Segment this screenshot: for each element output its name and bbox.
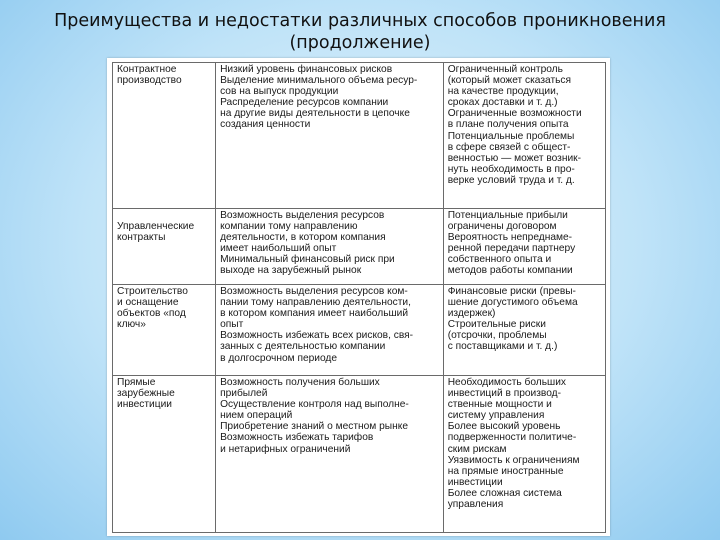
cell-line: Финансовые риски (превы- [447, 286, 576, 297]
cell-line: Минимальный финансовый риск при [220, 254, 395, 266]
cell-line: в сфере связей с общест- [447, 141, 571, 153]
cell-line: ственные мощности и [447, 399, 552, 411]
cell-line: шение догустимого объема [447, 297, 578, 309]
cell-line: собственного опыта и [447, 254, 552, 266]
cell-line: (отсрочки, проблемы [447, 330, 547, 342]
table-row [113, 376, 606, 533]
cell-line: Ограниченные возможности [447, 108, 582, 120]
cell-line: инвестиции [117, 399, 172, 411]
title-line-2: (продолжение) [289, 33, 431, 53]
cell-line: ским рискам [447, 443, 507, 455]
cell-line: ключ» [117, 319, 146, 331]
cell-line: Возможность выделения ресурсов ком- [220, 286, 408, 297]
cell-line: прибылей [220, 388, 268, 400]
method-cell [113, 63, 216, 209]
cell-line: сроках доставки и т. д.) [447, 97, 558, 109]
cell-line: (который может сказаться [447, 75, 572, 87]
cell-line: Контрактное [117, 64, 177, 75]
disadvantages-cell [443, 209, 605, 285]
cell-line: Прямые [117, 377, 156, 388]
cell-line: деятельности, в котором компания [220, 232, 386, 244]
cell-line: Приобретение знаний о местном рынке [220, 421, 408, 433]
slide-title [0, 10, 720, 54]
disadvantages-cell [443, 376, 605, 533]
comparison-table [112, 62, 606, 533]
cell-line: нуть необходимость в про- [447, 163, 575, 175]
cell-line: венностью — может возник- [447, 152, 582, 164]
cell-line: опыт [220, 319, 244, 331]
table-row [113, 285, 606, 376]
cell-line: ограничены договором [447, 221, 557, 233]
cell-line: систему управления [447, 410, 545, 422]
cell-line: Возможность избежать всех рисков, свя- [220, 330, 414, 342]
cell-line: Осуществление контроля над выполне- [220, 399, 409, 411]
cell-line: и оснащение [117, 297, 179, 309]
title-line-1: Преимущества и недостатки различных способов проникновения [54, 11, 666, 31]
cell-line: инвестиции [447, 476, 503, 488]
cell-line: выходе на зарубежный рынок [220, 265, 362, 277]
disadvantages-cell [443, 285, 605, 376]
advantages-cell [216, 63, 444, 209]
cell-line: и нетарифных ограничений [220, 443, 351, 455]
cell-line: Потенциальные прибыли [447, 210, 568, 221]
cell-line: объектов «под [117, 308, 186, 320]
cell-line: Возможность получения больших [220, 377, 380, 388]
cell-line: Более сложная система [447, 487, 562, 499]
cell-line: верке условий труда и т. д. [447, 174, 575, 186]
cell-line: ренной передачи партнеру [447, 243, 576, 255]
cell-line: имеет наибольший опыт [220, 243, 337, 255]
cell-line: занных с деятельностью компании [220, 341, 386, 353]
advantages-cell [216, 285, 444, 376]
cell-line: Управленческие [117, 221, 195, 233]
cell-line: Распределение ресурсов компании [220, 97, 389, 109]
cell-line: Необходимость больших [447, 377, 566, 388]
cell-line: Потенциальные проблемы [447, 130, 575, 142]
cell-line: методов работы компании [447, 265, 573, 277]
cell-line: сов на выпуск продукции [220, 86, 339, 98]
cell-line: создания ценности [220, 119, 311, 131]
cell-line: контракты [117, 232, 166, 244]
cell-line: инвестиций в производ- [447, 388, 561, 400]
cell-line: Возможность избежать тарифов [220, 432, 374, 444]
cell-line: управления [447, 499, 504, 511]
cell-line: издержек) [447, 308, 496, 320]
cell-line: Низкий уровень финансовых рисков [220, 64, 393, 75]
scanned-document [107, 58, 610, 536]
cell-line: Уязвимость к ограничениям [447, 454, 580, 466]
cell-line: в котором компания имеет наибольший [220, 308, 409, 320]
advantages-cell [216, 209, 444, 285]
cell-line: Строительные риски [447, 319, 546, 331]
cell-line: Более высокий уровень [447, 421, 561, 433]
cell-line: пании тому направлению деятельности, [220, 297, 411, 309]
cell-line: нием операций [220, 410, 293, 422]
cell-line: на качестве продукции, [447, 86, 559, 98]
method-cell [113, 376, 216, 533]
cell-line: зарубежные [117, 388, 175, 400]
method-cell [113, 285, 216, 376]
cell-line: Строительство [117, 286, 188, 297]
method-cell [113, 209, 216, 285]
cell-line: с поставщиками и т. д.) [447, 341, 558, 353]
table-row [113, 63, 606, 209]
cell-line: Выделение минимального объема ресур- [220, 75, 418, 87]
cell-line: на другие виды деятельности в цепочке [220, 108, 410, 120]
cell-line: Ограниченный контроль [447, 64, 563, 75]
disadvantages-cell [443, 63, 605, 209]
cell-line: в долгосрочном периоде [220, 352, 338, 364]
cell-line: Вероятность непреднаме- [447, 232, 573, 244]
cell-line: на прямые иностранные [447, 465, 564, 477]
cell-line: в плане получения опыта [447, 119, 569, 131]
cell-line: подверженности политиче- [447, 432, 577, 444]
cell-line: компании тому направлению [220, 221, 358, 233]
cell-line: производство [117, 75, 182, 87]
cell-line [117, 210, 211, 221]
cell-line: Возможность выделения ресурсов [220, 210, 385, 221]
table-row [113, 209, 606, 285]
advantages-cell [216, 376, 444, 533]
